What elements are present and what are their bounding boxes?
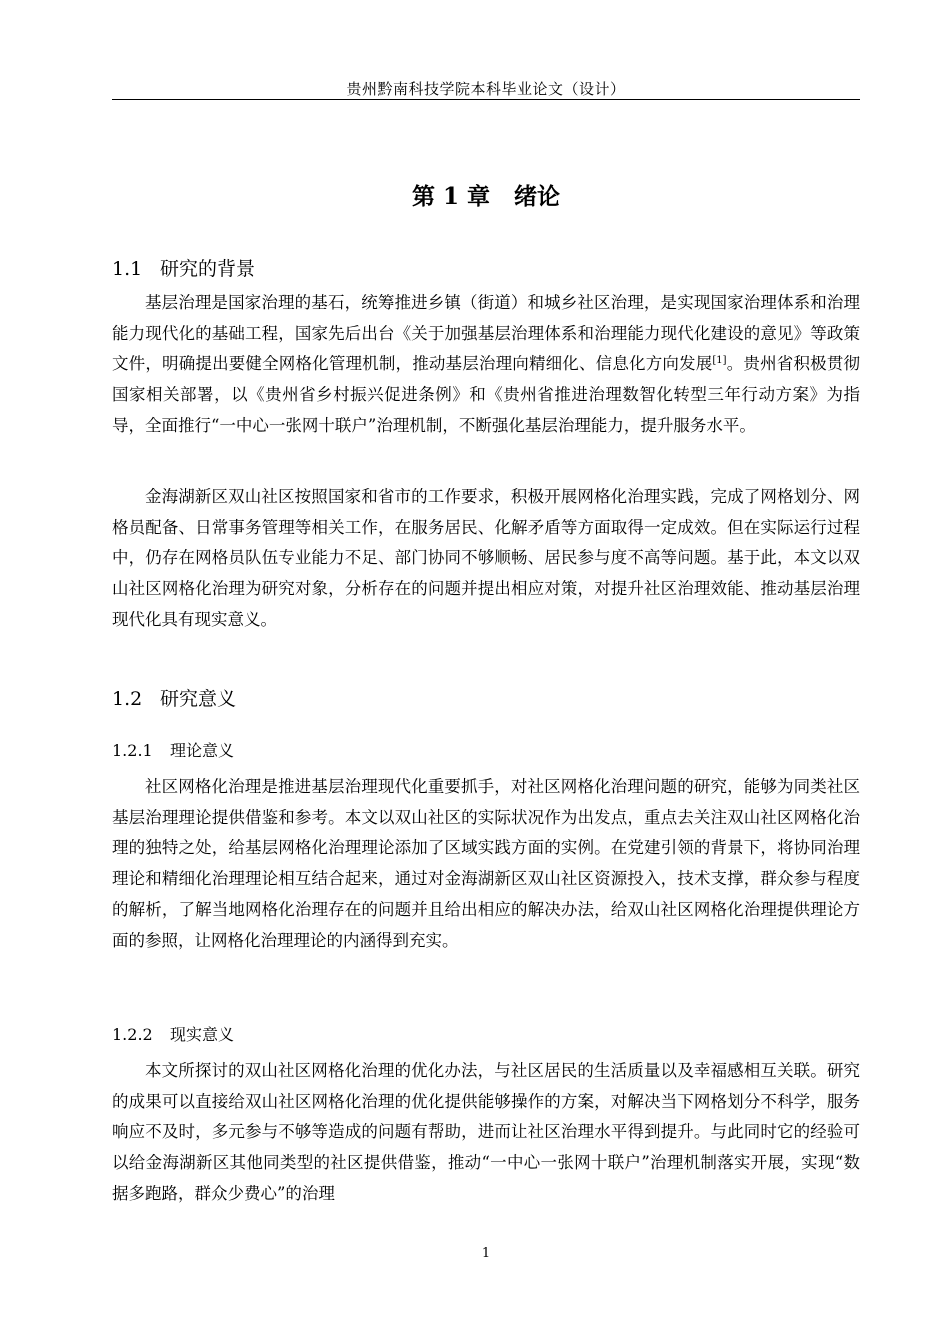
subsection-number: 1.2.2 <box>112 1025 153 1044</box>
chapter-name: 绪论 <box>514 184 561 210</box>
section-title: 研究意义 <box>160 688 237 710</box>
section-heading-1-2 <box>112 684 236 711</box>
subsection-number: 1.2.1 <box>112 741 153 760</box>
header-divider <box>112 99 860 100</box>
subsection-title: 理论意义 <box>170 741 235 760</box>
section-number: 1.1 <box>112 258 143 280</box>
section-title: 研究的背景 <box>160 258 256 280</box>
subsection-heading-1-2-1 <box>112 738 234 761</box>
chapter-title <box>112 178 860 211</box>
section-number: 1.2 <box>112 688 143 710</box>
citation-ref: [1] <box>712 355 727 367</box>
page-number: 1 <box>481 1246 491 1261</box>
chapter-number: 第 1 章 <box>411 183 491 210</box>
subsection-title: 现实意义 <box>170 1025 235 1044</box>
paragraph-background-1: 基层治理是国家治理的基石，统筹推进乡镇（街道）和城乡社区治理，是实现国家治理体系和治理能力现代化的基础工程，国家先后出台《关于加强基层治理体系和治理能力现代化建设的意见》等政策文件，明确提出要健全网格化管理机制，推动基层治理向精细化、信息化方向发展[1]。贵州省积极贯彻国家相关部署，以《贵州省乡村振兴促进条例》和《贵州省推进治理数智化转型三年行动方案》为指导，全面推行“一中心一张网十联户”治理机制，不断强化基层治理能力，提升服务水平。 <box>112 293 861 435</box>
paragraph-practical-significance: 本文所探讨的双山社区网格化治理的优化办法，与社区居民的生活质量以及幸福感相互关联。研究的成果可以直接给双山社区网格化治理的优化提供能够操作的方案，对解决当下网格划分不科学，服务响应不及时，多元参与不够等造成的问题有帮助，进而让社区治理水平得到提升。与此同时它的经验可以给金海湖新区其他同类型的社区提供借鉴，推动“一中心一张网十联户”治理机制落实开展，实现“数据多跑路，群众少费心”的治理 <box>112 1061 860 1203</box>
section-heading-1-1 <box>112 254 255 281</box>
paragraph-theoretical-significance: 社区网格化治理是推进基层治理现代化重要抓手，对社区网格化治理问题的研究，能够为同类社区基层治理理论提供借鉴和参考。本文以双山社区的实际状况作为出发点，重点去关注双山社区网格化治理的独特之处，给基层网格化治理理论添加了区域实践方面的实例。在党建引领的背景下，将协同治理理论和精细化治理理论相互结合起来，通过对金海湖新区双山社区资源投入，技术支撑，群众参与程度的解析，了解当地网格化治理存在的问题并且给出相应的解决办法，给双山社区网格化治理提供理论方面的参照，让网格化治理理论的内涵得到充实。 <box>112 777 860 950</box>
subsection-heading-1-2-2 <box>112 1022 234 1045</box>
running-header: 贵州黔南科技学院本科毕业论文（设计） <box>346 80 626 98</box>
paragraph-background-2: 金海湖新区双山社区按照国家和省市的工作要求，积极开展网格化治理实践，完成了网格划分、网格员配备、日常事务管理等相关工作，在服务居民、化解矛盾等方面取得一定成效。但在实际运行过程中，仍存在网格员队伍专业能力不足、部门协同不够顺畅、居民参与度不高等问题。基于此，本文以双山社区网格化治理为研究对象，分析存在的问题并提出相应对策，对提升社区治理效能、推动基层治理现代化具有现实意义。 <box>112 487 860 629</box>
